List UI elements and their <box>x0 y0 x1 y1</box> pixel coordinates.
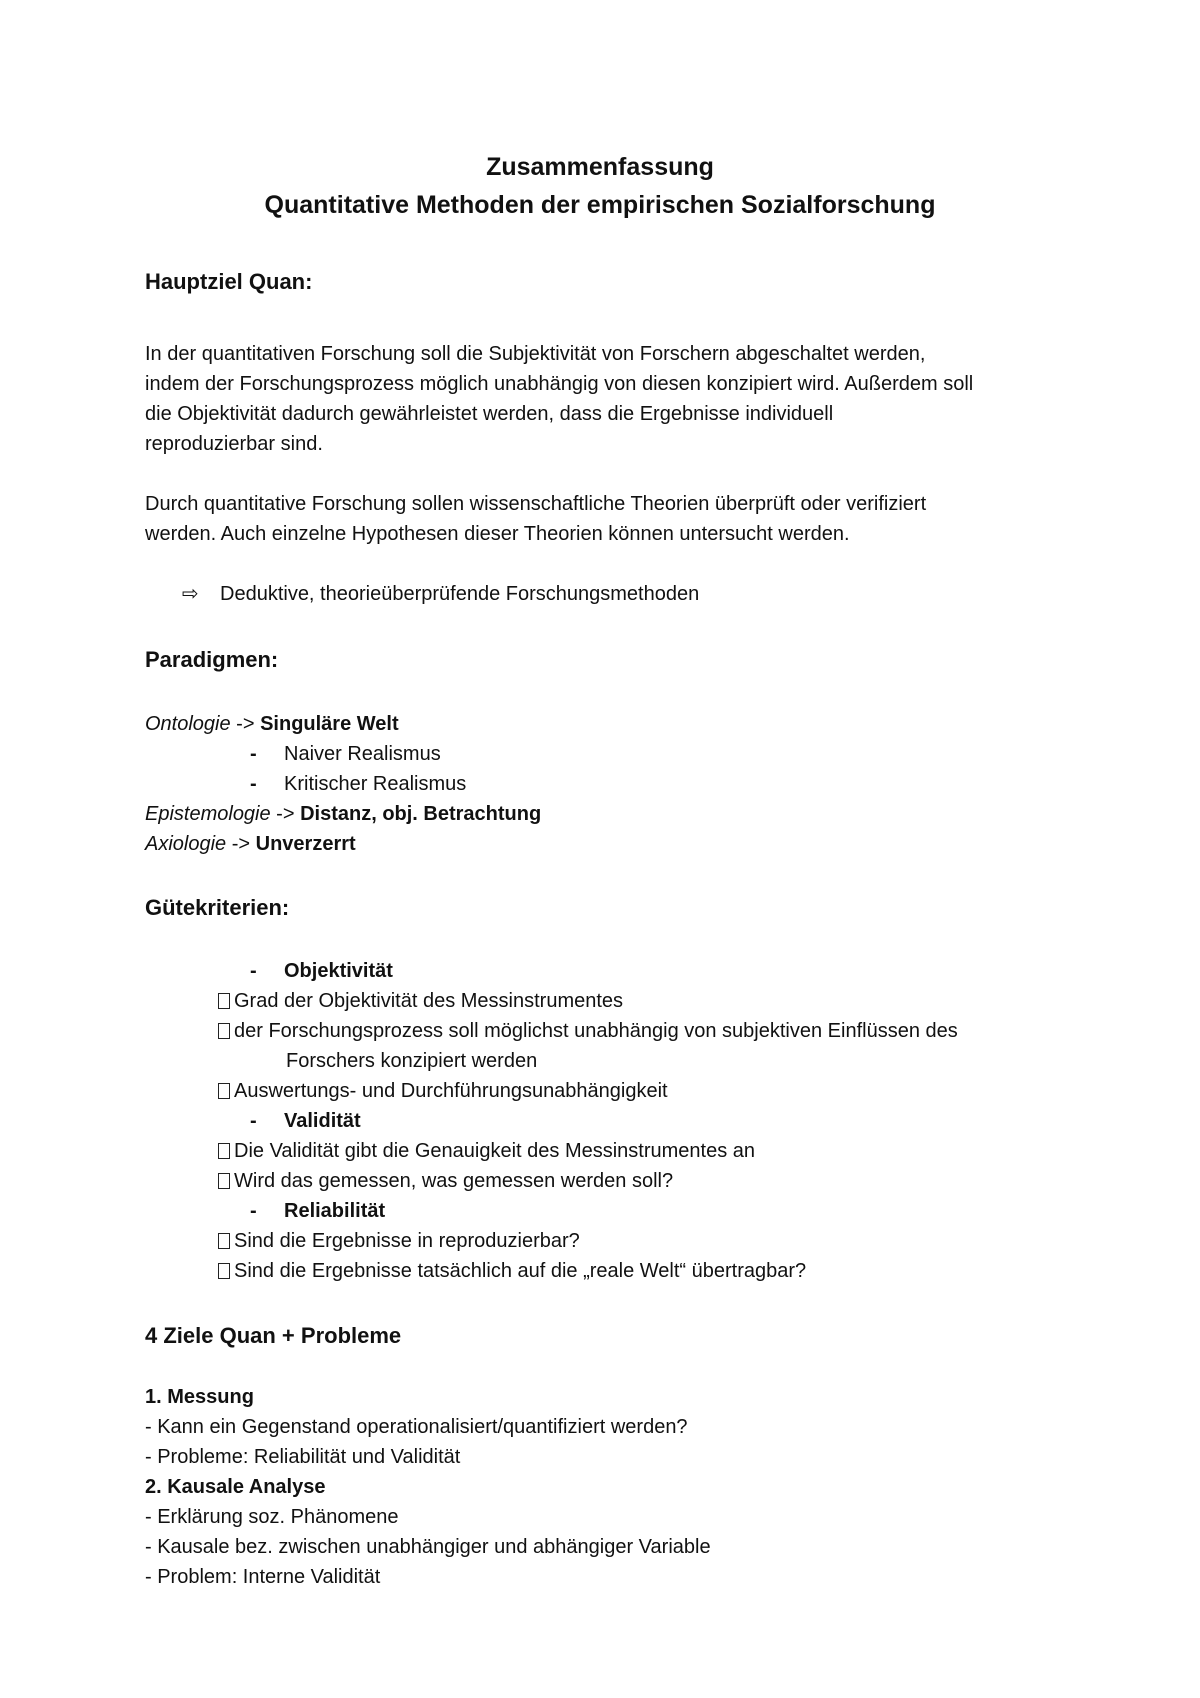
paragraph-line: werden. Auch einzelne Hypothesen dieser Theorien können untersucht werden. <box>145 523 850 545</box>
criterion-reliabilitaet <box>250 1197 385 1225</box>
box-bullet-icon <box>218 1263 230 1279</box>
list-item <box>218 1077 668 1105</box>
paradigm-epistemologie <box>145 800 541 828</box>
heading-hauptziel: Hauptziel Quan: <box>145 269 313 294</box>
list-item <box>218 1167 673 1195</box>
paradigm-ontologie <box>145 710 399 738</box>
list-item-text: Die Validität gibt die Genauigkeit des Messinstrumentes an <box>234 1140 756 1162</box>
list-item-continuation: Forschers konzipiert werden <box>286 1050 538 1072</box>
dash-bullet: - <box>250 960 257 982</box>
list-item-text: der Forschungsprozess soll möglichst unabhängig von subjektiven Einflüssen des <box>234 1020 958 1042</box>
document-title: Zusammenfassung <box>486 153 714 181</box>
dash-bullet: - <box>250 743 257 765</box>
list-item <box>250 770 466 798</box>
list-item <box>218 1017 958 1045</box>
dash-bullet: - <box>250 1200 257 1222</box>
paradigm-value: Unverzerrt <box>255 833 356 855</box>
paradigm-term: Ontologie <box>145 713 231 735</box>
list-item-text: Grad der Objektivität des Messinstrumentes <box>234 990 624 1012</box>
paragraph-line: In der quantitativen Forschung soll die Subjektivität von Forschern abgeschaltet werden, <box>145 343 926 365</box>
section-title-kausale-analyse: 2. Kausale Analyse <box>145 1476 326 1498</box>
paragraph-line: indem der Forschungsprozess möglich unabhängig von diesen konzipiert wird. Außerdem soll <box>145 373 974 395</box>
list-item-text: Sind die Ergebnisse in reproduzierbar? <box>234 1230 580 1252</box>
arrow-right-icon: ⇨ <box>182 583 199 605</box>
list-item: - Erklärung soz. Phänomene <box>145 1506 399 1528</box>
paradigm-separator: -> <box>226 833 256 855</box>
criterion-label: Reliabilität <box>284 1200 386 1222</box>
box-bullet-icon <box>218 1173 230 1189</box>
paradigm-separator: -> <box>230 713 261 735</box>
box-bullet-icon <box>218 1233 230 1249</box>
list-item: - Probleme: Reliabilität und Validität <box>145 1446 461 1468</box>
list-item: - Problem: Interne Validität <box>145 1566 381 1588</box>
list-item <box>250 740 441 768</box>
dash-bullet: - <box>250 1110 257 1132</box>
list-item: - Kausale bez. zwischen unabhängiger und abhängiger Variable <box>145 1536 711 1558</box>
arrow-bullet <box>182 580 699 608</box>
list-item: - Kann ein Gegenstand operationalisiert/quantifiziert werden? <box>145 1416 688 1438</box>
heading-guetekriterien: Gütekriterien: <box>145 895 290 920</box>
paradigm-separator: -> <box>270 803 301 825</box>
box-bullet-icon <box>218 1083 230 1099</box>
section-title-messung: 1. Messung <box>145 1386 254 1408</box>
paragraph-line: Durch quantitative Forschung sollen wissenschaftliche Theorien überprüft oder verifiziert <box>145 493 927 515</box>
criterion-objektivitaet <box>250 957 393 985</box>
list-item-text: Wird das gemessen, was gemessen werden soll? <box>234 1170 674 1192</box>
paradigm-term: Axiologie <box>145 833 227 855</box>
box-bullet-icon <box>218 1143 230 1159</box>
list-item <box>218 1257 806 1285</box>
paradigm-value: Distanz, obj. Betrachtung <box>300 803 542 825</box>
heading-ziele: 4 Ziele Quan + Probleme <box>145 1323 402 1348</box>
list-item <box>218 987 623 1015</box>
list-item-text: Auswertungs- und Durchführungsunabhängigkeit <box>234 1080 668 1102</box>
criterion-validitaet <box>250 1107 361 1135</box>
paradigm-term: Epistemologie <box>145 803 271 825</box>
box-bullet-icon <box>218 993 230 1009</box>
dash-bullet: - <box>250 773 257 795</box>
criterion-label: Objektivität <box>284 960 393 982</box>
list-item-text: Sind die Ergebnisse tatsächlich auf die „reale Welt“ übertragbar? <box>234 1260 807 1282</box>
document-subtitle: Quantitative Methoden der empirischen Sozialforschung <box>264 191 936 219</box>
paragraph-line: die Objektivität dadurch gewährleistet werden, dass die Ergebnisse individuell <box>145 403 834 425</box>
arrow-bullet-text: Deduktive, theorieüberprüfende Forschungsmethoden <box>220 583 700 605</box>
paragraph-line: reproduzierbar sind. <box>145 433 323 455</box>
list-item-text: Naiver Realismus <box>284 743 441 765</box>
paradigm-axiologie <box>145 830 356 858</box>
list-item-text: Kritischer Realismus <box>284 773 467 795</box>
list-item <box>218 1137 755 1165</box>
box-bullet-icon <box>218 1023 230 1039</box>
heading-paradigmen: Paradigmen: <box>145 647 279 672</box>
list-item <box>218 1227 580 1255</box>
criterion-label: Validität <box>284 1110 361 1132</box>
paradigm-value: Singuläre Welt <box>260 713 399 735</box>
